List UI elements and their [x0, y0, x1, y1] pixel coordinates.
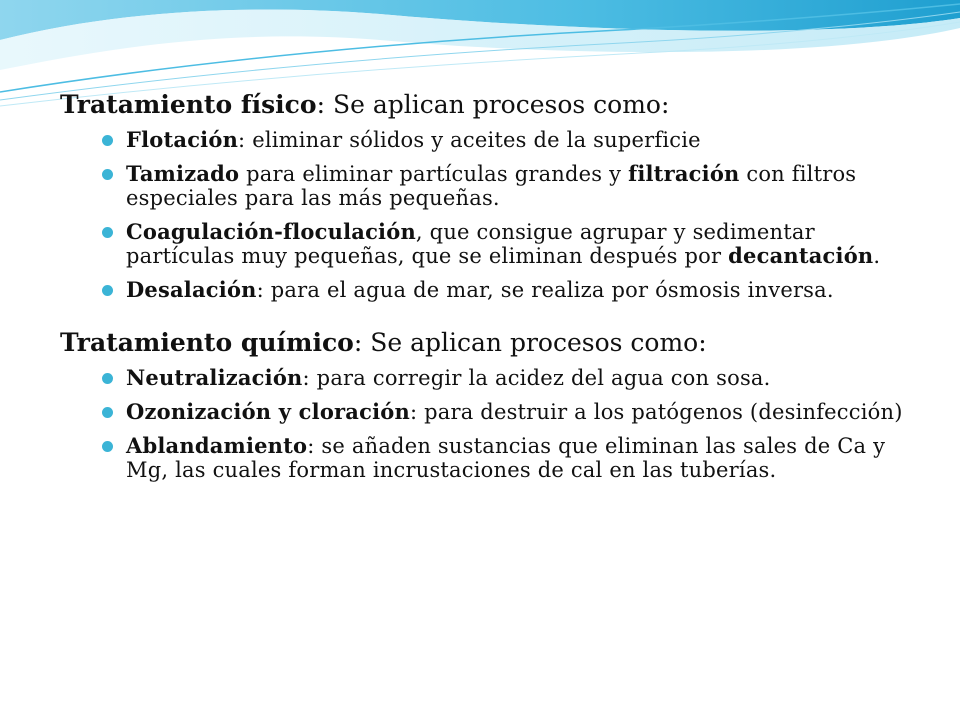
item-term: Ablandamiento [126, 433, 308, 458]
list-item [60, 278, 920, 302]
item-text: . [873, 244, 881, 268]
section-title-rest: : Se aplican procesos como: [353, 328, 707, 357]
slide-content [60, 88, 920, 492]
item-text: para eliminar partículas grandes y [239, 162, 629, 186]
section-tratamiento-fisico [60, 88, 920, 302]
section-title [60, 88, 920, 122]
bullet-list [60, 366, 920, 482]
list-item [60, 162, 920, 210]
bullet-dot-icon [102, 285, 113, 296]
bullet-dot-icon [102, 441, 113, 452]
item-text: con filtros especiales para las más pequeñas. [126, 162, 857, 210]
section-title [60, 326, 920, 360]
bullet-list [60, 128, 920, 302]
list-item [60, 434, 920, 482]
bullet-dot-icon [102, 135, 113, 146]
item-text: : se añaden sustancias que eliminan las sales de Ca y Mg, las cuales forman incrustaciones de cal en las tuberías. [126, 434, 886, 482]
section-title-bold: Tratamiento físico [60, 90, 317, 119]
item-term: Desalación [126, 277, 257, 302]
list-item [60, 220, 920, 268]
section-title-bold: Tratamiento químico [60, 328, 354, 357]
item-term: Ozonización y cloración [126, 399, 410, 424]
section-tratamiento-quimico [60, 326, 920, 482]
item-text: : para corregir la acidez del agua con sosa. [302, 366, 771, 390]
list-item [60, 400, 920, 424]
list-item [60, 366, 920, 390]
item-text: , que consigue agrupar y sedimentar partículas muy pequeñas, que se eliminan después por [126, 220, 815, 268]
item-term: decantación [728, 243, 874, 268]
item-term: Neutralización [126, 365, 303, 390]
bullet-dot-icon [102, 373, 113, 384]
bullet-dot-icon [102, 227, 113, 238]
item-text: : eliminar sólidos y aceites de la superficie [238, 128, 701, 152]
list-item [60, 128, 920, 152]
item-term: Flotación [126, 127, 239, 152]
item-text: : para destruir a los patógenos (desinfección) [409, 400, 903, 424]
bullet-dot-icon [102, 169, 113, 180]
item-term: Coagulación-floculación [126, 219, 416, 244]
item-term: Tamizado [126, 161, 240, 186]
section-title-rest: : Se aplican procesos como: [316, 90, 670, 119]
item-text: : para el agua de mar, se realiza por ósmosis inversa. [256, 278, 834, 302]
bullet-dot-icon [102, 407, 113, 418]
item-term: filtración [628, 161, 740, 186]
